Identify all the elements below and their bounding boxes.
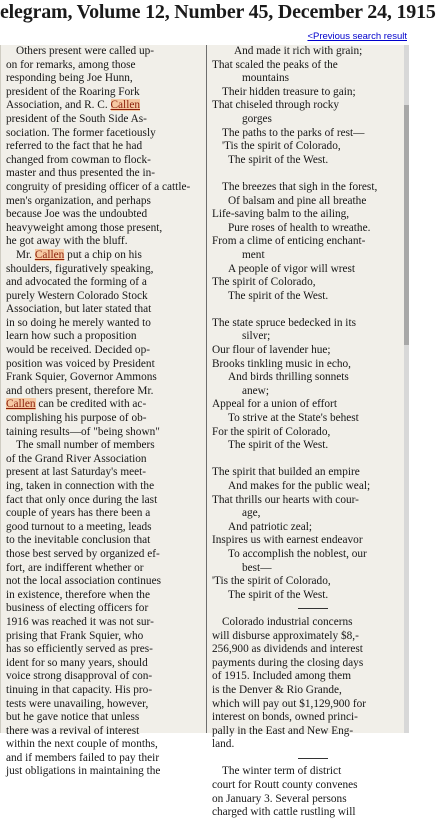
text-line: complishing his purpose of ob- <box>6 412 147 425</box>
text-line: And makes for the public weal; <box>228 480 371 492</box>
text-line: but he gave notice that unless <box>6 711 140 724</box>
scrollbar-thumb[interactable] <box>404 105 409 345</box>
text-line: taining results—of "being shown" <box>6 425 160 438</box>
text-line: Their hidden treasure to gain; <box>222 85 356 98</box>
text-line: will disburse approximately $8,- <box>212 629 359 642</box>
text-line: of 1915. Included among them <box>212 670 351 683</box>
text-line: tests were unavailing, however, <box>6 697 149 710</box>
text-line: To strive at the State's behest <box>228 412 359 425</box>
text-line: congruity of presiding officer of a cattle- <box>6 180 191 193</box>
text-line: Association, and R. C. Callen <box>6 99 140 112</box>
text-line: learn how such a proposition <box>6 330 137 343</box>
text-line: Others present were called up- <box>16 45 155 57</box>
text-line: has so efficiently served as pres- <box>6 643 153 656</box>
text-line: age, <box>242 507 261 520</box>
text-line: on for remarks, among those <box>6 58 136 71</box>
text-line: position was voiced by President <box>6 357 155 370</box>
text-line: 'Tis the spirit of Colorado, <box>222 140 341 153</box>
text-line: prising that Frank Squier, who <box>6 629 144 642</box>
text-line: The spirit of the West. <box>228 588 329 601</box>
text-line: The spirit of Colorado, <box>212 276 316 289</box>
text-line: The small number of members <box>16 439 155 452</box>
text-line: referred to the fact that he had <box>6 140 143 153</box>
text-line: To accomplish the noblest, our <box>228 547 367 560</box>
text-line: in existence, therefore when the <box>6 588 150 601</box>
text-line: and advocated the forming of a <box>6 276 147 289</box>
text-line: of the Grand River Association <box>6 452 147 465</box>
text-line: Appeal for a union of effort <box>212 398 337 411</box>
search-hit-highlight: Callen <box>110 99 140 112</box>
text-line: to the inevitable conclusion that <box>6 534 151 547</box>
text-line: is the Denver & Rio Grande, <box>212 683 342 696</box>
text-line: That chiseled through rocky <box>212 99 340 112</box>
text-line: Callen can be credited with ac- <box>6 398 147 411</box>
text-line: tinuing in that capacity. His pro- <box>6 683 153 696</box>
section-separator <box>212 752 402 766</box>
page-scrollbar[interactable] <box>404 45 409 733</box>
text-line: Of balsam and pine all breathe <box>228 194 367 207</box>
text-line: ident for so many years, should <box>6 656 148 669</box>
text-line: interest on bonds, owned princi- <box>212 711 358 724</box>
text-line: gorges <box>242 112 272 125</box>
text-line: The spirit of the West. <box>228 289 329 302</box>
article-column-left <box>6 45 201 779</box>
text-line: would be received. Decided op- <box>6 344 150 357</box>
text-line: on January 3. Several persons <box>212 792 347 805</box>
text-line: within the next couple of months, <box>6 738 158 751</box>
text-line: responding being Joe Hunn, <box>6 72 133 85</box>
text-line: fact that only once during the last <box>6 493 158 506</box>
text-line: those best served by organized ef- <box>6 547 160 560</box>
text-line: That thrills our hearts with cour- <box>212 493 359 506</box>
text-line: The spirit that builded an empire <box>212 466 360 479</box>
text-line: best— <box>242 561 272 574</box>
newspaper-scan <box>0 45 405 819</box>
text-line: because Joe was the undoubted <box>6 208 148 221</box>
column-divider <box>206 45 207 733</box>
text-line: fort, are indifferent whether or <box>6 561 144 574</box>
text-line: president of the South Side As- <box>6 112 147 125</box>
text-line: Association, but later stated that <box>6 303 152 316</box>
text-line: Colorado industrial concerns <box>222 615 353 628</box>
text-line: and if members failed to pay their <box>6 751 160 764</box>
text-line: For the spirit of Colorado, <box>212 425 331 438</box>
text-line: The winter term of district <box>222 765 342 778</box>
text-line: Inspires us with earnest endeavor <box>212 534 363 547</box>
text-line: and others present, therefore Mr. <box>6 384 154 397</box>
text-line: he got away with the bluff. <box>6 235 128 248</box>
text-line: The paths to the parks of rest— <box>222 126 365 139</box>
text-line: 1916 was reached it was not sur- <box>6 615 154 628</box>
text-line: 'Tis the spirit of Colorado, <box>212 575 331 588</box>
search-hit-highlight: Callen <box>34 248 65 261</box>
article-column-right <box>212 45 402 820</box>
text-line: changed from cowman to flock- <box>6 153 151 166</box>
text-line: land. <box>212 738 235 751</box>
text-line: anew; <box>242 384 269 397</box>
text-line: in so doing he merely wanted to <box>6 316 151 329</box>
text-line: pally in the East and New Eng- <box>212 724 354 737</box>
text-line: 256,900 as dividends and interest <box>212 643 363 656</box>
text-line: Brooks tinkling music in echo, <box>212 357 352 370</box>
document-title-bar <box>0 0 436 30</box>
text-line: The breezes that sigh in the forest, <box>222 180 378 193</box>
text-line: That scaled the peaks of the <box>212 58 338 71</box>
text-line: couple of years has there been a <box>6 507 151 520</box>
document-title: elegram, Volume 12, Number 45, December 24, 1915 <box>0 1 436 23</box>
text-line: present at last Saturday's meet- <box>6 466 147 479</box>
text-line: payments during the closing days <box>212 656 364 669</box>
text-line: shoulders, figuratively speaking, <box>6 262 154 275</box>
text-line: which will pay out $1,129,900 for <box>212 697 367 710</box>
text-line: there was a revival of interest <box>6 724 140 737</box>
text-line: voice strong disapproval of con- <box>6 670 153 683</box>
text-line: The spirit of the West. <box>228 439 329 452</box>
text-line: And patriotic zeal; <box>228 520 313 533</box>
text-line: Pure roses of health to wreathe. <box>228 221 371 234</box>
text-line: Our flour of lavender hue; <box>212 344 331 357</box>
text-line: master and thus presented the in- <box>6 167 156 180</box>
text-line: not the local association continues <box>6 575 161 588</box>
text-line: president of the Roaring Fork <box>6 85 140 98</box>
text-line: men's organization, and perhaps <box>6 194 151 207</box>
text-line: The state spruce bedecked in its <box>212 316 356 329</box>
text-line: And birds thrilling sonnets <box>228 371 349 384</box>
text-line: purely Western Colorado Stock <box>6 289 148 302</box>
text-line: Life-saving balm to the ailing, <box>212 208 350 221</box>
text-line: mountains <box>242 72 290 85</box>
text-line: business of electing officers for <box>6 602 149 615</box>
section-separator <box>212 602 402 616</box>
text-line: From a clime of enticing enchant- <box>212 235 366 248</box>
text-line: court for Routt county convenes <box>212 779 358 792</box>
text-line: ing, taken in connection with the <box>6 480 155 492</box>
text-line: Frank Squier, Governor Ammons <box>6 371 157 384</box>
text-line: good turnout to a meeting, leads <box>6 520 152 533</box>
text-line: silver; <box>242 330 271 343</box>
text-line: charged with cattle rustling will <box>212 806 356 819</box>
text-line <box>212 453 402 467</box>
text-line: sociation. The former facetiously <box>6 126 156 139</box>
search-hit-highlight: Callen <box>6 398 36 411</box>
text-line: The spirit of the West. <box>228 153 329 166</box>
text-line: ment <box>242 248 265 261</box>
text-line <box>212 303 402 317</box>
text-line: A people of vigor will wrest <box>228 262 356 275</box>
text-line: And made it rich with grain; <box>234 45 363 57</box>
previous-search-result-link[interactable]: <Previous search result <box>307 31 407 42</box>
text-line: just obligations in maintaining the <box>6 765 161 778</box>
text-line: heavyweight among those present, <box>6 221 163 234</box>
text-line: Mr. Callen put a chip on his <box>16 248 142 261</box>
text-line <box>212 167 402 181</box>
